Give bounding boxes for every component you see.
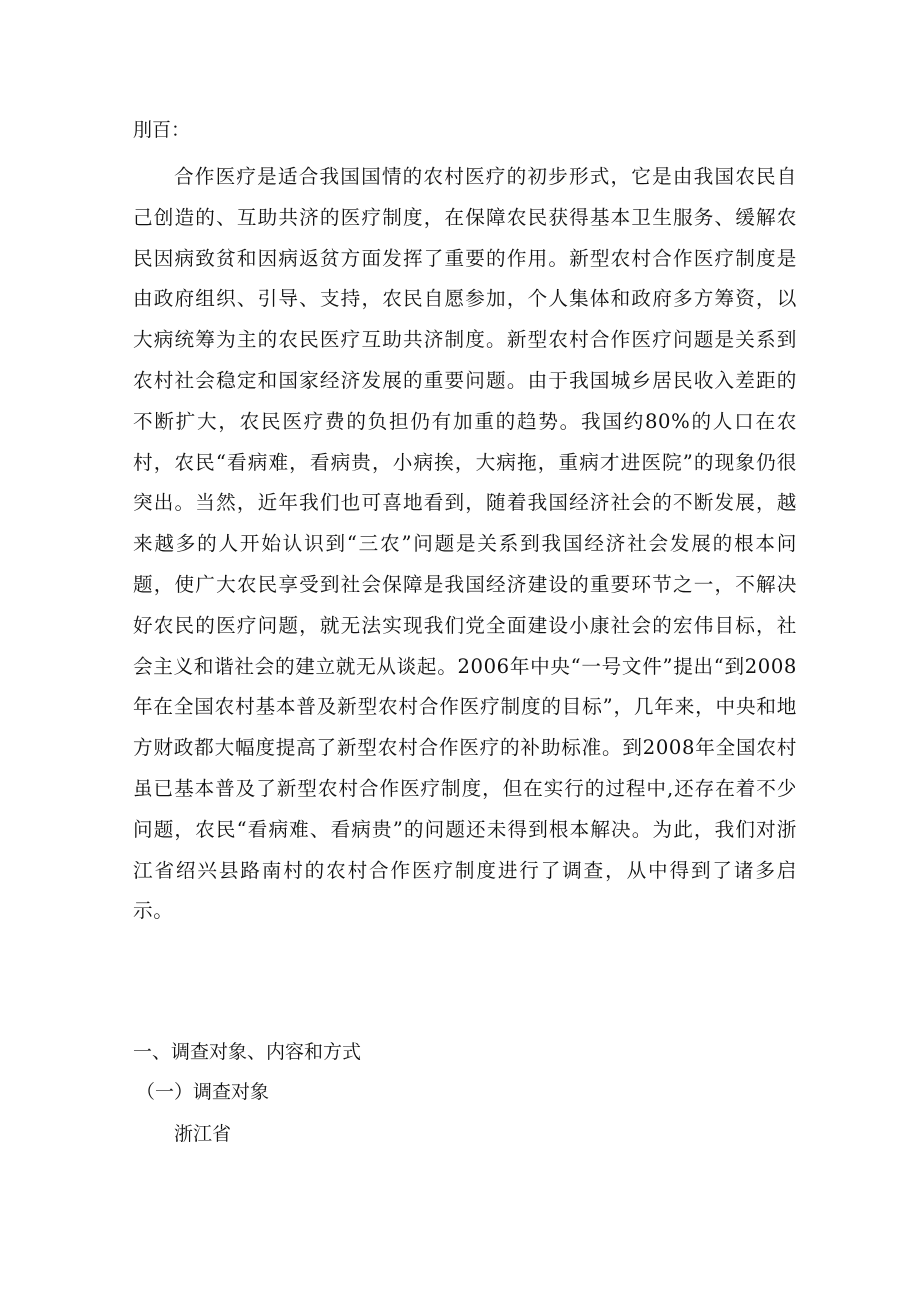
- section-heading: 一、调查对象、内容和方式: [133, 1041, 362, 1063]
- subsection-heading: （一）调查对象: [136, 1081, 270, 1103]
- body-text-start: 浙江省: [174, 1123, 232, 1145]
- intro-paragraph: 合作医疗是适合我国国情的农村医疗的初步形式，它是由我国农民自己创造的、互助共济的医疗制度，在保障农民获得基本卫生服务、缓解农民因病致贫和因病返贫方面发挥了重要的作用。新型农村合作医疗制度是由政府组织、引导、支持，农民自愿参加，个人集体和政府多方筹资，以大病统筹为主的农民医疗互助共济制度。新型农村合作医疗问题是关系到农村社会稳定和国家经济发展的重要问题。由于我国城乡居民收入差距的不断扩大，农民医疗费的负担仍有加重的趋势。我国约80%的人口在农村，农民“看病难，看病贵，小病挨，大病拖，重病才进医院”的现象仍很突出。当然，近年我们也可喜地看到，随着我国经济社会的不断发展，越来越多的人开始认识到“三农”问题是关系到我国经济社会发展的根本问题，使广大农民享受到社会保障是我国经济建设的重要环节之一，不解决好农民的医疗问题，就无法实现我们党全面建设小康社会的宏伟目标，社会主义和谐社会的建立就无从谈起。2006年中央“一号文件”提出“到2008年在全国农村基本普及新型农村合作医疗制度的目标”，几年来，中央和地方财政都大幅度提高了新型农村合作医疗的补助标准。到2008年全国农村虽已基本普及了新型农村合作医疗制度，但在实行的过程中,还存在着不少问题，农民“看病难、看病贵”的问题还未得到根本解决。为此，我们对浙江省绍兴县路南村的农村合作医疗制度进行了调查，从中得到了诸多启示。: [133, 165, 797, 923]
- preface-heading: 刖百：: [133, 119, 191, 141]
